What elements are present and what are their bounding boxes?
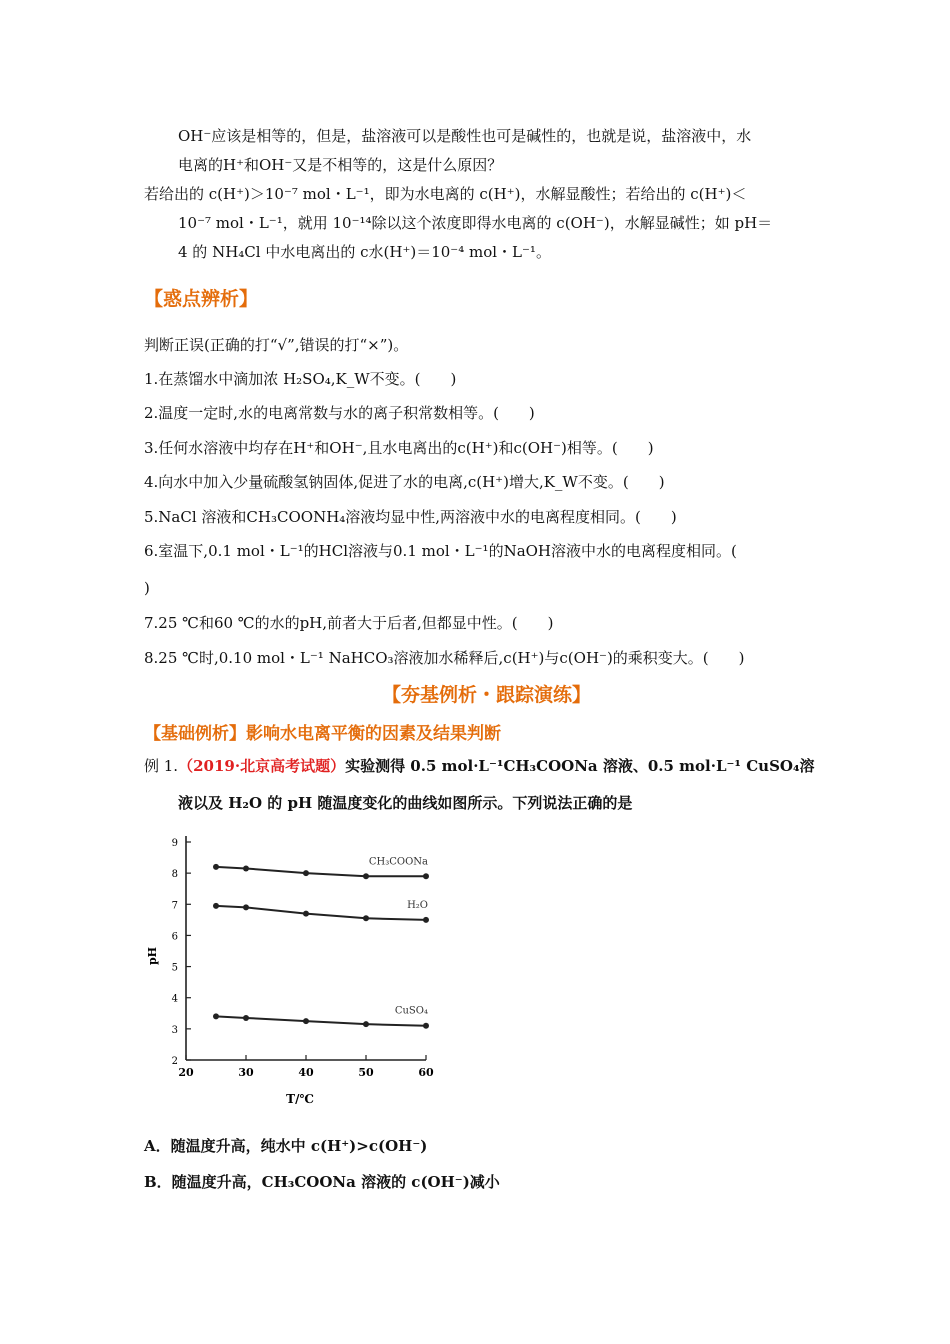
y-tick-label: 7	[171, 900, 178, 912]
y-tick-label: 4	[171, 993, 178, 1005]
data-point	[243, 904, 249, 910]
data-point	[423, 917, 429, 923]
judge-item-7: 7.25 ℃和60 ℃的水的pH,前者大于后者,但都显中性。( )	[144, 614, 554, 632]
x-tick-label: 60	[418, 1066, 434, 1079]
data-point	[303, 870, 309, 876]
data-point	[213, 903, 219, 909]
option-b: B．随温度升高，CH₃COONa 溶液的 c(OH⁻)减小	[144, 1173, 500, 1191]
x-tick-label: 30	[238, 1066, 254, 1079]
example-prefix: 例 1.	[144, 757, 179, 775]
data-point	[423, 873, 429, 879]
judge-item-4: 4.向水中加入少量硫酸氢钠固体,促进了水的电离,c(H⁺)增大,K_W不变。( )	[144, 473, 665, 491]
judge-item-5: 5.NaCl 溶液和CH₃COONH₄溶液均显中性,两溶液中水的电离程度相同。( )	[144, 508, 677, 526]
section-title-practice: 【夯基例析・跟踪演练】	[382, 684, 592, 706]
y-tick-label: 3	[171, 1024, 178, 1036]
intro-line-3: 若给出的 c(H⁺)＞10⁻⁷ mol・L⁻¹，即为水电离的 c(H⁺)，水解显酸性；若给出的 c(H⁺)＜	[144, 185, 747, 203]
series-label: CuSO₄	[394, 1005, 428, 1017]
x-tick-label: 20	[178, 1066, 194, 1079]
y-tick-label: 2	[171, 1056, 178, 1067]
judge-item-3: 3.任何水溶液中均存在H⁺和OH⁻,且水电离出的c(H⁺)和c(OH⁻)相等。( )	[144, 439, 654, 457]
chart-axes	[186, 836, 426, 1060]
example-source: （2019·北京高考试题）	[178, 757, 346, 775]
example-line-2: 液以及 H₂O 的 pH 随温度变化的曲线如图所示。下列说法正确的是	[178, 794, 633, 812]
y-axis-label: pH	[146, 946, 159, 966]
data-point	[243, 1015, 249, 1021]
section-subtitle: 【基础例析】影响水电离平衡的因素及结果判断	[144, 724, 501, 744]
chart-series	[213, 856, 429, 1028]
data-point	[363, 873, 369, 879]
judge-item-1: 1.在蒸馏水中滴加浓 H₂SO₄,K_W不变。( )	[144, 370, 457, 388]
judge-item-6-cont: )	[144, 579, 150, 597]
y-tick-label: 5	[171, 962, 178, 974]
data-point	[303, 911, 309, 917]
data-point	[243, 865, 249, 871]
section-title-confusion: 【惑点辨析】	[144, 288, 259, 310]
intro-line-4: 10⁻⁷ mol・L⁻¹，就用 10⁻¹⁴除以这个浓度即得水电离的 c(OH⁻)，水解显碱性；如 pH＝	[178, 214, 773, 232]
example-text-1: 实验测得 0.5 mol·L⁻¹CH₃COONa 溶液、0.5 mol·L⁻¹ CuSO₄溶	[345, 757, 815, 775]
chart-ticks	[172, 838, 434, 1079]
option-a: A．随温度升高，纯水中 c(H⁺)>c(OH⁻)	[144, 1137, 428, 1155]
judge-item-2: 2.温度一定时,水的电离常数与水的离子积常数相等。( )	[144, 404, 535, 422]
x-tick-label: 50	[358, 1066, 374, 1079]
y-tick-label: 8	[171, 869, 178, 881]
series-label: CH₃COONa	[368, 856, 428, 868]
y-tick-label: 6	[171, 931, 178, 943]
data-point	[213, 1013, 219, 1019]
data-point	[303, 1018, 309, 1024]
intro-line-1: OH⁻应该是相等的，但是，盐溶液可以是酸性也可是碱性的，也就是说，盐溶液中，水	[178, 127, 752, 145]
data-point	[363, 1021, 369, 1027]
data-point	[213, 864, 219, 870]
intro-line-5: 4 的 NH₄Cl 中水电离出的 c水(H⁺)＝10⁻⁴ mol・L⁻¹。	[178, 243, 551, 261]
data-point	[423, 1023, 429, 1029]
ph-temperature-chart	[140, 828, 440, 1108]
judge-item-8: 8.25 ℃时,0.10 mol・L⁻¹ NaHCO₃溶液加水稀释后,c(H⁺)与c(OH⁻)的乘积变大。( )	[144, 649, 745, 667]
y-tick-label: 9	[171, 838, 178, 849]
x-tick-label: 40	[298, 1066, 314, 1079]
x-axis-label: T/℃	[286, 1092, 314, 1106]
judge-item-6: 6.室温下,0.1 mol・L⁻¹的HCl溶液与0.1 mol・L⁻¹的NaOH溶液中水的电离程度相同。(	[144, 542, 737, 560]
intro-line-2: 电离的H⁺和OH⁻又是不相等的，这是什么原因？	[178, 156, 503, 174]
series-label: H₂O	[407, 899, 428, 911]
instruction: 判断正误(正确的打“√”,错误的打“×”)。	[144, 336, 409, 354]
example-line-1	[144, 756, 815, 776]
data-point	[363, 915, 369, 921]
